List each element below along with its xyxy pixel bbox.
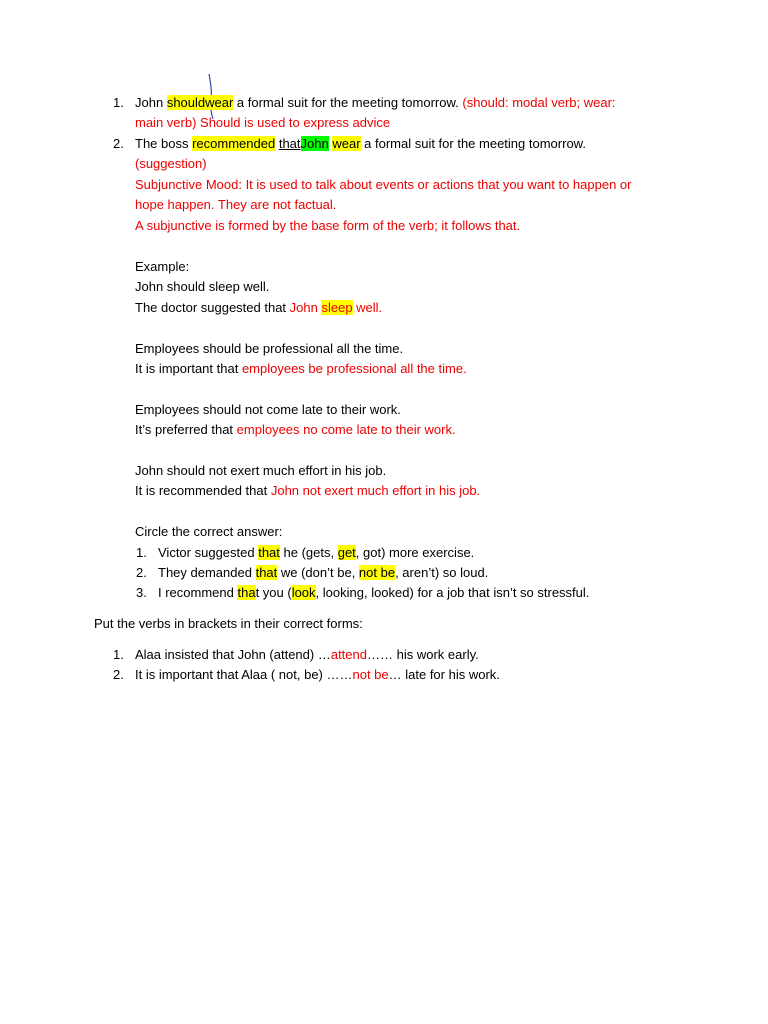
example-2: The doctor suggested that John sleep well. [135,300,383,315]
circle-q3: I recommend that you (look, looking, looked) for a job that isn’t so stressful. [158,585,590,600]
item-1-continuation: main verb) Should is used to express advice [135,115,391,130]
circle-q1-number: 1. [136,545,147,560]
sleep-highlight: sleep [321,300,353,315]
verbs-title: Put the verbs in brackets in their correct forms: [94,616,363,631]
example-5: Employees should not come late to their work. [135,402,401,417]
circle-q2: They demanded that we (don’t be, not be, aren’t) so loud. [158,565,489,580]
that-underlined: that [278,136,301,151]
example-1: John should sleep well. [135,279,270,294]
john-highlight: John [300,136,329,151]
verbs-v2: It is important that Alaa ( not, be) ……not be… late for his work. [135,667,500,682]
verbs-v1: Alaa insisted that John (attend) …attend…… his work early. [135,647,479,662]
circle-title: Circle the correct answer: [135,524,283,539]
item-1-line: John shouldwear a formal suit for the meeting tomorrow. (should: modal verb; wear: [135,95,616,110]
example-8: It is recommended that John not exert much effort in his job. [135,483,481,498]
example-7: John should not exert much effort in his job. [135,463,387,478]
example-3: Employees should be professional all the time. [135,341,404,356]
item-1-note: (should: modal verb; wear: [462,95,616,110]
suggestion-note: (suggestion) [135,156,207,171]
should-highlight: should [166,95,206,110]
example-6: It’s preferred that employees no come late to their work. [135,422,456,437]
circle-q2-number: 2. [136,565,147,580]
example-4: It is important that employees be professional all the time. [135,361,467,376]
item-2-line: The boss recommended thatJohn wear a formal suit for the meeting tomorrow. [135,136,586,151]
subjunctive-definition-1: Subjunctive Mood: It is used to talk about events or actions that you want to happen or [135,177,632,192]
item-2-number: 2. [113,136,124,151]
verbs-v1-number: 1. [113,647,124,662]
wear-highlight: wear [205,95,234,110]
verbs-v2-number: 2. [113,667,124,682]
circle-q1: Victor suggested that he (gets, get, got) more exercise. [158,545,475,560]
recommended-highlight: recommended [192,136,276,151]
subjunctive-definition-3: A subjunctive is formed by the base form of the verb; it follows that. [135,218,521,233]
wear-highlight-2: wear [332,136,361,151]
item-1-number: 1. [113,95,124,110]
circle-q3-number: 3. [136,585,147,600]
example-label: Example: [135,259,190,274]
subjunctive-definition-2: hope happen. They are not factual. [135,197,337,212]
